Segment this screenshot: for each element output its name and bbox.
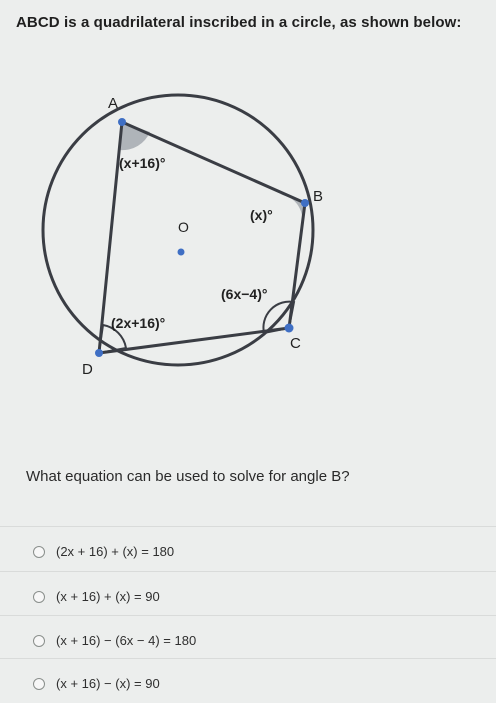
answer-choice-1[interactable] <box>0 526 496 571</box>
center-o-label: O <box>178 219 189 235</box>
radio-button-icon[interactable] <box>33 678 45 690</box>
vertex-a-point <box>118 118 126 126</box>
answer-choice-3[interactable] <box>0 615 496 660</box>
vertex-d-point <box>95 349 103 357</box>
angle-c-label: (6x−4)° <box>221 286 268 302</box>
answer-choice-label: (x + 16) − (6x − 4) = 180 <box>56 633 197 648</box>
vertex-b-label: B <box>313 188 324 205</box>
inscribed-quadrilateral-figure <box>0 80 380 400</box>
angle-d-label: (2x+16)° <box>111 315 166 331</box>
radio-button-icon[interactable] <box>33 635 45 647</box>
center-o-point <box>178 249 185 256</box>
answer-choice-label: (2x + 16) + (x) = 180 <box>56 544 175 559</box>
answer-choice-2[interactable] <box>0 571 496 616</box>
vertex-d-label: D <box>82 361 93 378</box>
vertex-a-label: A <box>108 95 119 112</box>
vertex-b-point <box>301 199 309 207</box>
angle-b-label: (x)° <box>250 207 273 223</box>
question-title: ABCD is a quadrilateral inscribed in a circle, as shown below: <box>16 14 462 31</box>
geometry-diagram <box>0 80 380 400</box>
answer-choice-4[interactable] <box>0 658 496 703</box>
answer-choice-label: (x + 16) + (x) = 90 <box>56 589 160 604</box>
radio-button-icon[interactable] <box>33 591 45 603</box>
radio-button-icon[interactable] <box>33 546 45 558</box>
vertex-c-label: C <box>290 335 301 352</box>
question-prompt: What equation can be used to solve for angle B? <box>26 468 350 485</box>
angle-a-label: (x+16)° <box>119 155 166 171</box>
answer-choice-label: (x + 16) − (x) = 90 <box>56 676 160 691</box>
vertex-c-point <box>285 324 294 333</box>
